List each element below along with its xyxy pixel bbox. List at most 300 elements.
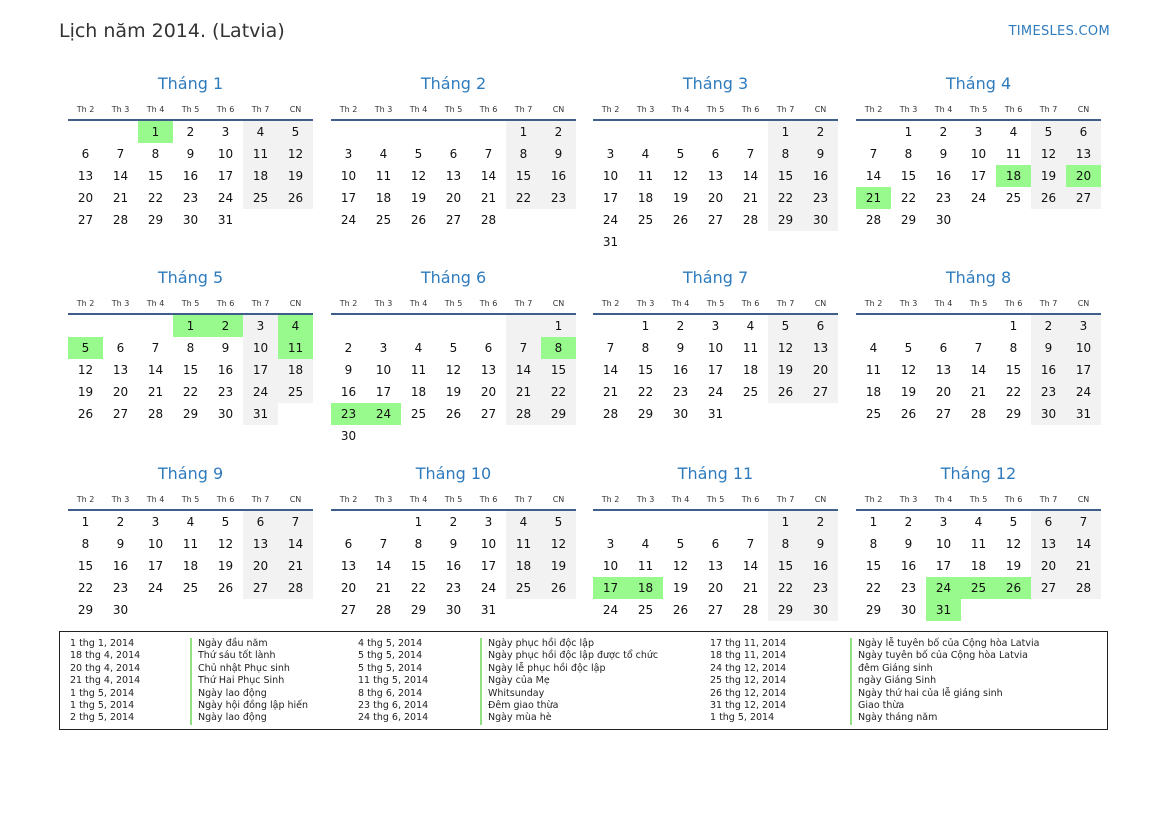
day-cell[interactable]: 29 xyxy=(77,603,94,617)
day-cell[interactable]: 27 xyxy=(445,213,462,227)
day-cell[interactable]: 22 xyxy=(768,187,803,209)
day-cell[interactable]: 15 xyxy=(147,169,164,183)
day-cell[interactable]: 5 xyxy=(904,341,913,355)
day-cell[interactable]: 24 xyxy=(970,191,987,205)
day-cell[interactable]: 5 xyxy=(1009,515,1018,529)
day-cell[interactable]: 8 xyxy=(1009,341,1018,355)
day-cell[interactable]: 28 xyxy=(375,603,392,617)
day-cell[interactable]: 2 xyxy=(186,125,195,139)
day-cell[interactable]: 26 xyxy=(445,407,462,421)
day-cell[interactable]: 8 xyxy=(904,147,913,161)
day-cell[interactable]: 18 xyxy=(865,385,882,399)
day-cell[interactable]: 3 xyxy=(344,147,353,161)
day-cell[interactable]: 19 xyxy=(768,359,803,381)
holiday-day[interactable]: 18 xyxy=(996,165,1031,187)
day-cell[interactable]: 25 xyxy=(742,385,759,399)
day-cell[interactable]: 21 xyxy=(278,555,313,577)
day-cell[interactable]: 12 xyxy=(278,143,313,165)
day-cell[interactable]: 11 xyxy=(243,143,278,165)
day-cell[interactable]: 13 xyxy=(1066,143,1101,165)
day-cell[interactable]: 3 xyxy=(243,315,278,337)
day-cell[interactable]: 21 xyxy=(375,581,392,595)
day-cell[interactable]: 22 xyxy=(506,187,541,209)
day-cell[interactable]: 14 xyxy=(278,533,313,555)
day-cell[interactable]: 20 xyxy=(112,385,129,399)
day-cell[interactable]: 7 xyxy=(278,511,313,533)
day-cell[interactable]: 1 xyxy=(869,515,878,529)
day-cell[interactable]: 14 xyxy=(375,559,392,573)
holiday-day[interactable]: 31 xyxy=(926,599,961,621)
day-cell[interactable]: 15 xyxy=(1005,363,1022,377)
day-cell[interactable]: 30 xyxy=(445,603,462,617)
day-cell[interactable]: 21 xyxy=(742,191,759,205)
day-cell[interactable]: 17 xyxy=(935,559,952,573)
day-cell[interactable]: 28 xyxy=(742,213,759,227)
holiday-day[interactable]: 11 xyxy=(278,337,313,359)
day-cell[interactable]: 9 xyxy=(344,363,353,377)
day-cell[interactable]: 6 xyxy=(449,147,458,161)
day-cell[interactable]: 21 xyxy=(480,191,497,205)
day-cell[interactable]: 28 xyxy=(506,403,541,425)
day-cell[interactable]: 4 xyxy=(869,341,878,355)
holiday-day[interactable]: 24 xyxy=(366,403,401,425)
day-cell[interactable]: 22 xyxy=(900,191,917,205)
day-cell[interactable]: 22 xyxy=(77,581,94,595)
day-cell[interactable]: 17 xyxy=(970,169,987,183)
day-cell[interactable]: 21 xyxy=(970,385,987,399)
day-cell[interactable]: 9 xyxy=(449,537,458,551)
day-cell[interactable]: 11 xyxy=(970,537,987,551)
day-cell[interactable]: 15 xyxy=(410,559,427,573)
day-cell[interactable]: 18 xyxy=(278,359,313,381)
day-cell[interactable]: 25 xyxy=(410,407,427,421)
day-cell[interactable]: 12 xyxy=(900,363,917,377)
day-cell[interactable]: 7 xyxy=(974,341,983,355)
day-cell[interactable]: 23 xyxy=(900,581,917,595)
day-cell[interactable]: 14 xyxy=(1066,533,1101,555)
day-cell[interactable]: 10 xyxy=(480,537,497,551)
day-cell[interactable]: 30 xyxy=(935,213,952,227)
day-cell[interactable]: 6 xyxy=(81,147,90,161)
day-cell[interactable]: 15 xyxy=(541,359,576,381)
day-cell[interactable]: 16 xyxy=(672,363,689,377)
day-cell[interactable]: 20 xyxy=(803,359,838,381)
day-cell[interactable]: 22 xyxy=(1005,385,1022,399)
day-cell[interactable]: 11 xyxy=(506,533,541,555)
day-cell[interactable]: 14 xyxy=(480,169,497,183)
holiday-day[interactable]: 18 xyxy=(628,577,663,599)
day-cell[interactable]: 24 xyxy=(340,213,357,227)
day-cell[interactable]: 3 xyxy=(379,341,388,355)
day-cell[interactable]: 22 xyxy=(182,385,199,399)
day-cell[interactable]: 18 xyxy=(410,385,427,399)
day-cell[interactable]: 29 xyxy=(1005,407,1022,421)
day-cell[interactable]: 29 xyxy=(147,213,164,227)
day-cell[interactable]: 19 xyxy=(900,385,917,399)
holiday-day[interactable]: 23 xyxy=(331,403,366,425)
day-cell[interactable]: 14 xyxy=(865,169,882,183)
day-cell[interactable]: 8 xyxy=(768,533,803,555)
day-cell[interactable]: 26 xyxy=(278,187,313,209)
day-cell[interactable]: 13 xyxy=(803,337,838,359)
day-cell[interactable]: 13 xyxy=(1031,533,1066,555)
day-cell[interactable]: 10 xyxy=(340,169,357,183)
day-cell[interactable]: 5 xyxy=(414,147,423,161)
day-cell[interactable]: 25 xyxy=(637,213,654,227)
day-cell[interactable]: 14 xyxy=(742,559,759,573)
day-cell[interactable]: 4 xyxy=(414,341,423,355)
day-cell[interactable]: 17 xyxy=(707,363,724,377)
day-cell[interactable]: 12 xyxy=(672,559,689,573)
day-cell[interactable]: 9 xyxy=(116,537,125,551)
day-cell[interactable]: 11 xyxy=(742,341,759,355)
day-cell[interactable]: 19 xyxy=(410,191,427,205)
day-cell[interactable]: 3 xyxy=(484,515,493,529)
day-cell[interactable]: 23 xyxy=(182,191,199,205)
day-cell[interactable]: 30 xyxy=(340,429,357,443)
day-cell[interactable]: 30 xyxy=(900,603,917,617)
day-cell[interactable]: 11 xyxy=(865,363,882,377)
day-cell[interactable]: 18 xyxy=(182,559,199,573)
day-cell[interactable]: 3 xyxy=(221,125,230,139)
holiday-day[interactable]: 1 xyxy=(173,315,208,337)
day-cell[interactable]: 28 xyxy=(970,407,987,421)
day-cell[interactable]: 31 xyxy=(243,403,278,425)
day-cell[interactable]: 10 xyxy=(375,363,392,377)
day-cell[interactable]: 11 xyxy=(637,559,654,573)
day-cell[interactable]: 13 xyxy=(340,559,357,573)
day-cell[interactable]: 3 xyxy=(974,125,983,139)
day-cell[interactable]: 18 xyxy=(375,191,392,205)
day-cell[interactable]: 1 xyxy=(414,515,423,529)
day-cell[interactable]: 12 xyxy=(768,337,803,359)
day-cell[interactable]: 22 xyxy=(865,581,882,595)
day-cell[interactable]: 28 xyxy=(742,603,759,617)
day-cell[interactable]: 15 xyxy=(506,165,541,187)
day-cell[interactable]: 16 xyxy=(340,385,357,399)
day-cell[interactable]: 11 xyxy=(637,169,654,183)
day-cell[interactable]: 27 xyxy=(707,603,724,617)
day-cell[interactable]: 12 xyxy=(672,169,689,183)
day-cell[interactable]: 11 xyxy=(182,537,199,551)
day-cell[interactable]: 2 xyxy=(803,121,838,143)
day-cell[interactable]: 19 xyxy=(217,559,234,573)
day-cell[interactable]: 28 xyxy=(480,213,497,227)
day-cell[interactable]: 21 xyxy=(147,385,164,399)
day-cell[interactable]: 21 xyxy=(506,381,541,403)
day-cell[interactable]: 7 xyxy=(151,341,160,355)
day-cell[interactable]: 4 xyxy=(641,537,650,551)
day-cell[interactable]: 31 xyxy=(480,603,497,617)
day-cell[interactable]: 23 xyxy=(1031,381,1066,403)
day-cell[interactable]: 3 xyxy=(711,319,720,333)
day-cell[interactable]: 2 xyxy=(676,319,685,333)
day-cell[interactable]: 15 xyxy=(77,559,94,573)
day-cell[interactable]: 25 xyxy=(506,577,541,599)
day-cell[interactable]: 3 xyxy=(939,515,948,529)
day-cell[interactable]: 26 xyxy=(410,213,427,227)
day-cell[interactable]: 3 xyxy=(1066,315,1101,337)
day-cell[interactable]: 13 xyxy=(707,559,724,573)
day-cell[interactable]: 18 xyxy=(243,165,278,187)
day-cell[interactable]: 6 xyxy=(344,537,353,551)
day-cell[interactable]: 24 xyxy=(480,581,497,595)
day-cell[interactable]: 3 xyxy=(606,147,615,161)
day-cell[interactable]: 27 xyxy=(340,603,357,617)
day-cell[interactable]: 23 xyxy=(803,577,838,599)
day-cell[interactable]: 14 xyxy=(602,363,619,377)
day-cell[interactable]: 26 xyxy=(900,407,917,421)
day-cell[interactable]: 9 xyxy=(541,143,576,165)
day-cell[interactable]: 4 xyxy=(379,147,388,161)
day-cell[interactable]: 6 xyxy=(116,341,125,355)
day-cell[interactable]: 27 xyxy=(803,381,838,403)
day-cell[interactable]: 2 xyxy=(541,121,576,143)
day-cell[interactable]: 6 xyxy=(939,341,948,355)
day-cell[interactable]: 29 xyxy=(768,599,803,621)
day-cell[interactable]: 23 xyxy=(803,187,838,209)
holiday-day[interactable]: 17 xyxy=(593,577,628,599)
day-cell[interactable]: 13 xyxy=(77,169,94,183)
day-cell[interactable]: 9 xyxy=(221,341,230,355)
day-cell[interactable]: 25 xyxy=(375,213,392,227)
day-cell[interactable]: 12 xyxy=(217,537,234,551)
day-cell[interactable]: 21 xyxy=(602,385,619,399)
day-cell[interactable]: 1 xyxy=(641,319,650,333)
day-cell[interactable]: 15 xyxy=(768,555,803,577)
day-cell[interactable]: 21 xyxy=(742,581,759,595)
day-cell[interactable]: 16 xyxy=(803,165,838,187)
day-cell[interactable]: 12 xyxy=(1031,143,1066,165)
day-cell[interactable]: 1 xyxy=(768,121,803,143)
day-cell[interactable]: 27 xyxy=(935,407,952,421)
holiday-day[interactable]: 8 xyxy=(541,337,576,359)
day-cell[interactable]: 1 xyxy=(506,121,541,143)
day-cell[interactable]: 20 xyxy=(340,581,357,595)
day-cell[interactable]: 20 xyxy=(77,191,94,205)
day-cell[interactable]: 5 xyxy=(1031,121,1066,143)
day-cell[interactable]: 16 xyxy=(935,169,952,183)
day-cell[interactable]: 27 xyxy=(243,577,278,599)
day-cell[interactable]: 14 xyxy=(506,359,541,381)
day-cell[interactable]: 10 xyxy=(217,147,234,161)
day-cell[interactable]: 9 xyxy=(803,143,838,165)
day-cell[interactable]: 20 xyxy=(445,191,462,205)
day-cell[interactable]: 11 xyxy=(1005,147,1022,161)
holiday-day[interactable]: 20 xyxy=(1066,165,1101,187)
day-cell[interactable]: 17 xyxy=(602,191,619,205)
day-cell[interactable]: 23 xyxy=(672,385,689,399)
day-cell[interactable]: 13 xyxy=(445,169,462,183)
day-cell[interactable]: 30 xyxy=(672,407,689,421)
day-cell[interactable]: 23 xyxy=(217,385,234,399)
day-cell[interactable]: 24 xyxy=(147,581,164,595)
day-cell[interactable]: 7 xyxy=(506,337,541,359)
day-cell[interactable]: 24 xyxy=(243,381,278,403)
day-cell[interactable]: 4 xyxy=(186,515,195,529)
day-cell[interactable]: 25 xyxy=(243,187,278,209)
day-cell[interactable]: 22 xyxy=(410,581,427,595)
day-cell[interactable]: 28 xyxy=(865,213,882,227)
day-cell[interactable]: 11 xyxy=(375,169,392,183)
day-cell[interactable]: 3 xyxy=(151,515,160,529)
day-cell[interactable]: 9 xyxy=(186,147,195,161)
day-cell[interactable]: 13 xyxy=(112,363,129,377)
day-cell[interactable]: 7 xyxy=(116,147,125,161)
day-cell[interactable]: 3 xyxy=(606,537,615,551)
day-cell[interactable]: 24 xyxy=(217,191,234,205)
day-cell[interactable]: 26 xyxy=(77,407,94,421)
day-cell[interactable]: 19 xyxy=(672,191,689,205)
day-cell[interactable]: 26 xyxy=(217,581,234,595)
day-cell[interactable]: 7 xyxy=(746,537,755,551)
day-cell[interactable]: 16 xyxy=(1031,359,1066,381)
day-cell[interactable]: 6 xyxy=(484,341,493,355)
day-cell[interactable]: 8 xyxy=(414,537,423,551)
day-cell[interactable]: 10 xyxy=(935,537,952,551)
holiday-day[interactable]: 2 xyxy=(208,315,243,337)
day-cell[interactable]: 25 xyxy=(865,407,882,421)
day-cell[interactable]: 9 xyxy=(939,147,948,161)
holiday-day[interactable]: 25 xyxy=(961,577,996,599)
holiday-day[interactable]: 4 xyxy=(278,315,313,337)
day-cell[interactable]: 8 xyxy=(186,341,195,355)
day-cell[interactable]: 12 xyxy=(410,169,427,183)
day-cell[interactable]: 20 xyxy=(1031,555,1066,577)
day-cell[interactable]: 15 xyxy=(900,169,917,183)
day-cell[interactable]: 29 xyxy=(865,603,882,617)
day-cell[interactable]: 7 xyxy=(606,341,615,355)
day-cell[interactable]: 23 xyxy=(935,191,952,205)
day-cell[interactable]: 13 xyxy=(480,363,497,377)
day-cell[interactable]: 14 xyxy=(742,169,759,183)
day-cell[interactable]: 4 xyxy=(506,511,541,533)
day-cell[interactable]: 29 xyxy=(900,213,917,227)
day-cell[interactable]: 17 xyxy=(243,359,278,381)
day-cell[interactable]: 6 xyxy=(803,315,838,337)
day-cell[interactable]: 7 xyxy=(746,147,755,161)
day-cell[interactable]: 26 xyxy=(1031,187,1066,209)
day-cell[interactable]: 5 xyxy=(221,515,230,529)
day-cell[interactable]: 7 xyxy=(1066,511,1101,533)
day-cell[interactable]: 17 xyxy=(217,169,234,183)
day-cell[interactable]: 27 xyxy=(1066,187,1101,209)
day-cell[interactable]: 9 xyxy=(1031,337,1066,359)
day-cell[interactable]: 27 xyxy=(707,213,724,227)
day-cell[interactable]: 25 xyxy=(278,381,313,403)
day-cell[interactable]: 2 xyxy=(449,515,458,529)
day-cell[interactable]: 28 xyxy=(147,407,164,421)
day-cell[interactable]: 4 xyxy=(243,121,278,143)
day-cell[interactable]: 28 xyxy=(278,577,313,599)
day-cell[interactable]: 2 xyxy=(939,125,948,139)
day-cell[interactable]: 16 xyxy=(900,559,917,573)
day-cell[interactable]: 8 xyxy=(641,341,650,355)
day-cell[interactable]: 27 xyxy=(1031,577,1066,599)
day-cell[interactable]: 21 xyxy=(1066,555,1101,577)
day-cell[interactable]: 22 xyxy=(541,381,576,403)
day-cell[interactable]: 18 xyxy=(970,559,987,573)
day-cell[interactable]: 8 xyxy=(768,143,803,165)
day-cell[interactable]: 19 xyxy=(445,385,462,399)
day-cell[interactable]: 9 xyxy=(904,537,913,551)
day-cell[interactable]: 30 xyxy=(112,603,129,617)
day-cell[interactable]: 22 xyxy=(147,191,164,205)
day-cell[interactable]: 22 xyxy=(637,385,654,399)
day-cell[interactable]: 23 xyxy=(112,581,129,595)
day-cell[interactable]: 20 xyxy=(707,191,724,205)
day-cell[interactable]: 14 xyxy=(147,363,164,377)
day-cell[interactable]: 19 xyxy=(672,581,689,595)
day-cell[interactable]: 5 xyxy=(676,537,685,551)
day-cell[interactable]: 29 xyxy=(637,407,654,421)
day-cell[interactable]: 17 xyxy=(1066,359,1101,381)
day-cell[interactable]: 15 xyxy=(182,363,199,377)
holiday-day[interactable]: 26 xyxy=(996,577,1031,599)
day-cell[interactable]: 14 xyxy=(112,169,129,183)
day-cell[interactable]: 29 xyxy=(768,209,803,231)
day-cell[interactable]: 28 xyxy=(112,213,129,227)
day-cell[interactable]: 20 xyxy=(243,555,278,577)
day-cell[interactable]: 17 xyxy=(375,385,392,399)
day-cell[interactable]: 4 xyxy=(641,147,650,161)
day-cell[interactable]: 19 xyxy=(1005,559,1022,573)
day-cell[interactable]: 6 xyxy=(1031,511,1066,533)
day-cell[interactable]: 2 xyxy=(116,515,125,529)
day-cell[interactable]: 26 xyxy=(672,213,689,227)
day-cell[interactable]: 26 xyxy=(672,603,689,617)
day-cell[interactable]: 10 xyxy=(147,537,164,551)
day-cell[interactable]: 2 xyxy=(904,515,913,529)
day-cell[interactable]: 2 xyxy=(344,341,353,355)
day-cell[interactable]: 24 xyxy=(1066,381,1101,403)
day-cell[interactable]: 13 xyxy=(707,169,724,183)
day-cell[interactable]: 22 xyxy=(768,577,803,599)
day-cell[interactable]: 21 xyxy=(112,191,129,205)
day-cell[interactable]: 23 xyxy=(445,581,462,595)
day-cell[interactable]: 30 xyxy=(1031,403,1066,425)
day-cell[interactable]: 26 xyxy=(768,381,803,403)
day-cell[interactable]: 19 xyxy=(77,385,94,399)
day-cell[interactable]: 5 xyxy=(541,511,576,533)
day-cell[interactable]: 27 xyxy=(112,407,129,421)
day-cell[interactable]: 1 xyxy=(768,511,803,533)
day-cell[interactable]: 6 xyxy=(711,147,720,161)
day-cell[interactable]: 23 xyxy=(541,187,576,209)
day-cell[interactable]: 6 xyxy=(243,511,278,533)
day-cell[interactable]: 9 xyxy=(803,533,838,555)
day-cell[interactable]: 8 xyxy=(151,147,160,161)
day-cell[interactable]: 15 xyxy=(768,165,803,187)
day-cell[interactable]: 28 xyxy=(1066,577,1101,599)
day-cell[interactable]: 16 xyxy=(803,555,838,577)
day-cell[interactable]: 16 xyxy=(182,169,199,183)
day-cell[interactable]: 19 xyxy=(278,165,313,187)
day-cell[interactable]: 10 xyxy=(602,169,619,183)
day-cell[interactable]: 20 xyxy=(480,385,497,399)
day-cell[interactable]: 30 xyxy=(182,213,199,227)
day-cell[interactable]: 28 xyxy=(602,407,619,421)
day-cell[interactable]: 15 xyxy=(865,559,882,573)
day-cell[interactable]: 15 xyxy=(637,363,654,377)
day-cell[interactable]: 5 xyxy=(278,121,313,143)
day-cell[interactable]: 31 xyxy=(707,407,724,421)
day-cell[interactable]: 7 xyxy=(379,537,388,551)
day-cell[interactable]: 4 xyxy=(746,319,755,333)
day-cell[interactable]: 18 xyxy=(742,363,759,377)
day-cell[interactable]: 4 xyxy=(974,515,983,529)
holiday-day[interactable]: 5 xyxy=(68,337,103,359)
